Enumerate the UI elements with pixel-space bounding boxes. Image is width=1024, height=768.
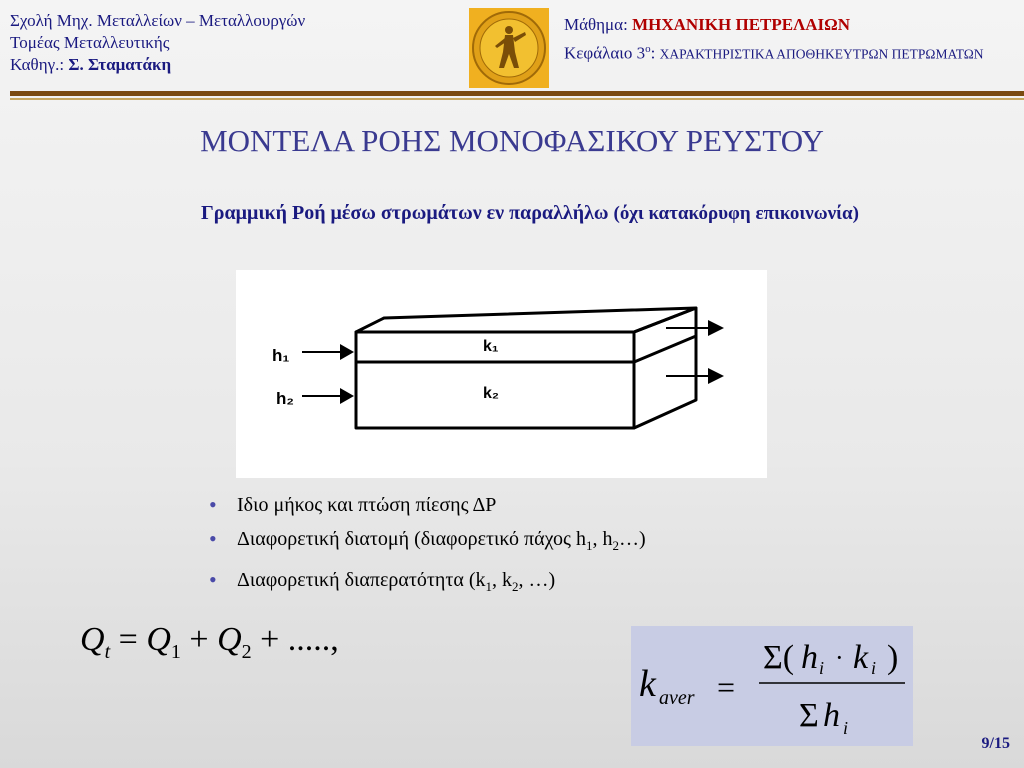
header-left: [10, 10, 305, 76]
svg-text:h: h: [801, 639, 818, 676]
layered-block-figure: [236, 270, 767, 478]
course: [564, 13, 984, 37]
chapter: [564, 37, 984, 67]
university-seal-logo: [469, 8, 549, 88]
svg-text:i: i: [871, 658, 877, 678]
svg-text:=: =: [717, 669, 736, 705]
professor-name: Σ. Σταματάκη: [68, 55, 172, 74]
chapter-sup: ο: [645, 43, 651, 55]
professor-label: Καθηγ.:: [10, 55, 65, 74]
page-number: 9/15: [981, 735, 1010, 752]
bullet-item: • Διαφορετική διαπερατότητα ($k_1$, $k_2$, …): [207, 563, 646, 604]
svg-text:aver: aver: [659, 687, 695, 709]
bullet-dot-icon: •: [209, 526, 217, 551]
chapter-colon: :: [650, 43, 656, 63]
subtitle-main: Γραμμική Ροή μέσω στρωμάτων εν παραλλήλω: [201, 202, 609, 224]
slide-title: ΜΟΝΤΕΛΑ ΡΟΗΣ ΜΟΝΟΦΑΣΙΚΟΥ ΡΕΥΣΤΟΥ: [200, 123, 824, 158]
subtitle-note: (όχι κατακόρυφη επικοινωνία): [613, 203, 859, 224]
course-label: Μάθημα:: [564, 15, 628, 34]
svg-text:Σ: Σ: [799, 697, 819, 734]
bullet-item: • Διαφορετική διατομή (διαφορετικό πάχος $h_1$, $h_2\dots$): [207, 522, 646, 563]
chapter-name: ΧΑΡΑΚΤΗΡΙΣΤΙΚΑ ΑΠΟΘΗΚΕΥΤΡΩΝ ΠΕΤΡΩΜΑΤΩΝ: [659, 46, 984, 62]
professor: [10, 54, 305, 76]
bullet-list: [207, 488, 646, 604]
slide-subtitle: [130, 197, 930, 230]
header-right: [564, 13, 984, 67]
label-h1: h₁: [272, 346, 290, 365]
svg-text:h: h: [823, 697, 840, 734]
bullet-item: • Ιδιο μήκος και πτώση πίεσης ΔP: [207, 488, 646, 522]
svg-text:·: ·: [835, 643, 844, 672]
bullet-dot-icon: •: [209, 492, 217, 517]
label-h2: h₂: [276, 389, 294, 408]
flow-sum-equation: $Q_t = Q_1 + Q_2$ + .....,: [80, 621, 339, 663]
header-divider-dark: [10, 91, 1024, 96]
svg-text:k: k: [639, 663, 656, 705]
header-divider-light: [10, 98, 1024, 100]
course-name: ΜΗΧΑΝΙΚΗ ΠΕΤΡΕΛΑΙΩΝ: [632, 15, 851, 34]
svg-text:k: k: [853, 639, 869, 676]
average-permeability-equation: [631, 626, 913, 746]
svg-text:i: i: [843, 718, 849, 738]
bullet-dot-icon: •: [209, 567, 217, 592]
svg-text:): ): [887, 639, 899, 676]
svg-text:Σ(: Σ(: [763, 639, 795, 676]
chapter-label: Κεφάλαιο 3: [564, 43, 646, 63]
department-name: Τομέας Μεταλλευτικής: [10, 33, 170, 52]
label-k1: k₁: [483, 338, 499, 355]
school-name: Σχολή Μηχ. Μεταλλείων – Μεταλλουργών: [10, 11, 306, 30]
label-k2: k₂: [483, 385, 500, 402]
svg-text:i: i: [819, 658, 825, 678]
